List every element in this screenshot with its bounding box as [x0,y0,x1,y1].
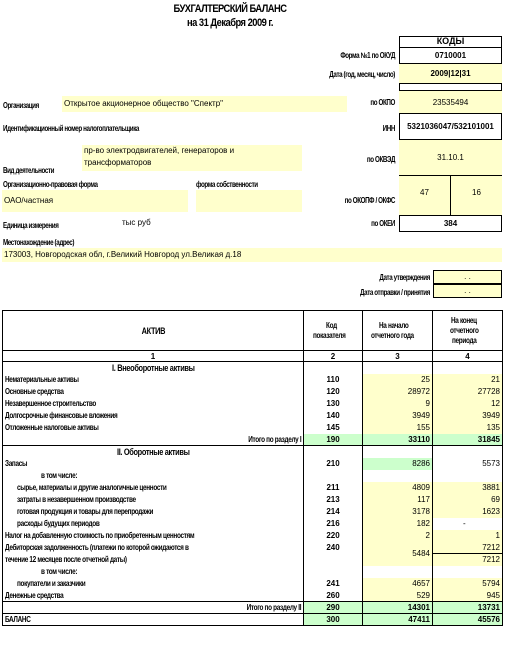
total-row [3,602,503,614]
row-code: 214 [304,506,363,518]
date-value[interactable]: 2009|12|31 [399,64,502,84]
row-start[interactable]: 5484 [363,542,433,566]
inn-value: 5321036047/532101001 [399,114,502,140]
row-code: 140 [304,410,363,422]
okopf-value[interactable]: 47 [399,176,451,216]
row-label: Дебиторская задолженность (платежи по которой ожидаются в [5,543,189,552]
col-end-3: периода [452,335,477,345]
okved-value[interactable]: 31.10.1 [399,140,502,176]
balance-code: 300 [304,614,363,626]
row-label: затраты в незавершенном производстве [17,495,136,504]
row-code: 145 [304,422,363,434]
approve-label: Дата утверждения [379,273,430,282]
row-end[interactable]: 5794 [433,578,503,590]
row-end[interactable]: 1 [433,530,503,542]
col-num-2: 2 [304,351,363,362]
activity-line-2: трансформаторов [84,158,152,167]
date-label: Дата (год, месяц, число) [329,70,395,79]
ownership-label: форма собственности [196,180,258,189]
col-asset: АКТИВ [141,325,165,336]
table-row [3,530,503,542]
section-2-header [3,446,503,458]
row-label: сырье, материалы и другие аналогичные ценности [17,483,167,492]
table-row [3,374,503,386]
table-row [3,590,503,602]
col-num-3: 3 [363,351,433,362]
row-label: Запасы [5,459,28,468]
col-num-1: 1 [3,351,304,362]
row-label: в том числе: [41,567,78,576]
okpo-label: по ОКПО [370,98,395,107]
row-end[interactable]: 135 [433,422,503,434]
location-label: Местонахождение (адрес) [3,238,75,247]
table-row [3,422,503,434]
total-1-code: 190 [304,434,363,446]
legal-form-value[interactable]: ОАО/частная [2,190,188,212]
row-start[interactable]: 3178 [363,506,433,518]
row-code: 120 [304,386,363,398]
row-code: 220 [304,530,363,542]
row-code: 260 [304,590,363,602]
unit-label: Единица измерения [3,221,59,230]
table-row [3,398,503,410]
activity-value[interactable] [82,145,302,171]
row-end[interactable]: 1623 [433,506,503,518]
row-start[interactable]: 4809 [363,482,433,494]
okei-label: по ОКЕИ [371,219,395,228]
row-label: Денежные средства [5,590,64,600]
okud-label: Форма №1 по ОКУД [340,51,395,60]
row-start[interactable]: 529 [363,590,433,602]
section-1-title: I. Внеоборотные активы [111,362,195,373]
activity-line-1: пр-во электродвигателей, генераторов и [84,146,235,155]
unit-value: тыс руб [122,218,151,227]
table-row [3,566,503,578]
row-code: 213 [304,494,363,506]
row-end[interactable]: 69 [433,494,503,506]
row-label: Незавершенное строительство [5,399,96,408]
document-date: на 31 Декабря 2009 г. [187,17,273,29]
codes-heading: КОДЫ [399,36,502,48]
row-label: Основные средства [5,387,64,396]
row-label: расходы будущих периодов [17,519,100,528]
row-start: 8286 [363,458,433,470]
okei-value: 384 [443,219,458,228]
okpo-value[interactable]: 23535494 [399,90,502,114]
row-end[interactable]: 3881 [433,482,503,494]
row-start[interactable]: 25 [363,374,433,386]
table-row [3,470,503,482]
table-row [3,542,503,554]
total-2-end: 13731 [433,602,503,614]
row-end: 5573 [433,458,503,470]
org-label: Организация [3,101,39,110]
document-title: БУХГАЛТЕРСКИЙ БАЛАНС [173,3,287,15]
table-row [3,494,503,506]
row-label: покупатели и заказчики [17,579,86,588]
row-start[interactable]: 117 [363,494,433,506]
okopf-label: по ОКОПФ / ОКФС [344,196,395,205]
okud-value: 0710001 [399,48,502,64]
row-end[interactable]: 12 [433,398,503,410]
row-end[interactable]: 7212 [433,542,503,554]
row-label: Долгосрочные финансовые вложения [5,411,118,420]
row-end[interactable]: 21 [433,374,503,386]
row-label: Налог на добавленную стоимость по приобретенным ценностям [5,531,195,540]
okfs-value[interactable]: 16 [451,176,502,216]
balance-label: БАЛАНС [5,615,31,624]
table-row [3,386,503,398]
col-end-1: На конец [451,315,478,325]
row-start[interactable]: 182 [363,518,433,530]
row-code: 210 [304,458,363,470]
row-label: Нематериальные активы [5,375,79,384]
col-start-1: На начало [379,320,409,330]
column-numbers [3,351,503,362]
row-start[interactable]: 9 [363,398,433,410]
table-row [3,458,503,470]
table-row [3,518,503,530]
total-2-code: 290 [304,602,363,614]
col-code-1: Код [326,320,338,330]
row-label: в том числе: [41,471,78,480]
balance-end: 45576 [433,614,503,626]
row-start[interactable]: 28972 [363,386,433,398]
section-1-header [3,362,503,374]
total-2-start: 14301 [363,602,433,614]
row-label-cont: течение 12 месяцев после отчетной даты) [5,555,127,564]
legal-form-label: Организационно-правовая форма [3,180,98,189]
inn-label: ИНН [382,124,395,133]
total-row [3,434,503,446]
table-row [3,578,503,590]
table-row [3,482,503,494]
taxid-label: Идентификационный номер налогоплательщика [3,124,140,133]
col-code-2: показателя [312,330,346,340]
okved-label: по ОКВЭД [366,155,395,164]
ownership-value[interactable] [196,190,302,212]
total-1-end: 31845 [433,434,503,446]
col-start-2: отчетного года [370,330,414,340]
row-code: 240 [304,542,363,554]
row-end-2[interactable]: 7212 [433,554,503,566]
balance-table [2,310,503,626]
org-value[interactable]: Открытое акционерное общество "Спектр" [62,96,347,112]
total-1-start: 33110 [363,434,433,446]
row-label: готовая продукция и товары для перепродажи [17,507,154,516]
row-code: 211 [304,482,363,494]
total-1-label: Итого по разделу I [247,434,301,444]
col-end-2: отчетного [449,325,479,335]
row-end[interactable]: 27728 [433,386,503,398]
row-start[interactable]: 155 [363,422,433,434]
send-label: Дата отправки / принятия [360,288,430,297]
section-2-title: II. Оборотные активы [116,446,190,457]
row-code: 110 [304,374,363,386]
table-row [3,506,503,518]
balance-row [3,614,503,626]
row-end[interactable]: 3949 [433,410,503,422]
table-row [3,410,503,422]
row-start[interactable]: 3949 [363,410,433,422]
row-code: 216 [304,518,363,530]
col-num-4: 4 [433,351,503,362]
balance-start: 47411 [363,614,433,626]
row-end[interactable]: 945 [433,590,503,602]
total-2-label: Итого по разделу II [246,603,301,612]
row-start[interactable]: 4657 [363,578,433,590]
row-code: 130 [304,398,363,410]
location-value[interactable]: 173003, Новгородская обл, г.Великий Новгород ул.Великая д.18 [2,248,502,262]
row-label: Отложенные налоговые активы [5,423,99,432]
row-code: 241 [304,578,363,590]
row-start[interactable]: 2 [363,530,433,542]
row-end: - [433,518,503,530]
send-value[interactable]: . . [433,284,502,298]
table-header [3,311,503,351]
activity-label: Вид деятельности [3,166,55,175]
approve-value[interactable]: . . [433,270,502,284]
